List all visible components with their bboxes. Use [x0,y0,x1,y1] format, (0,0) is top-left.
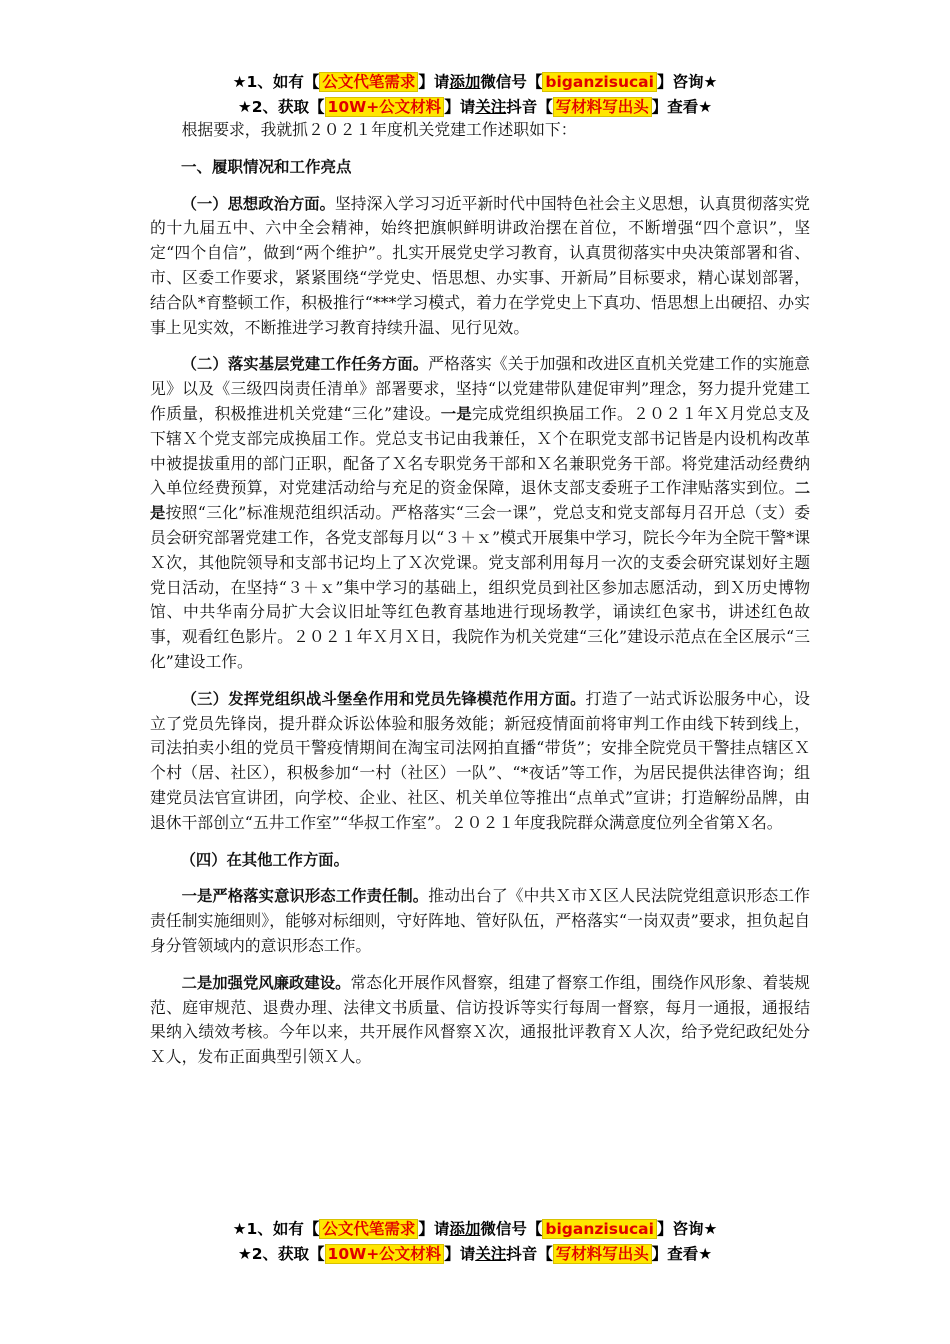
ad-text: 】咨询★ [656,73,718,91]
ad-douyin-id: 写材料写出头 [553,1244,652,1264]
ad-banner-bottom-line1 [0,1217,950,1241]
ad-text: ★1、如有【 [232,1220,320,1238]
ad-text: 抖音【 [506,1245,553,1263]
ad-text: 】查看★ [651,98,713,116]
paragraph-heading: 二是加强党风廉政建设。 [181,973,351,992]
paragraph-text: 严格落实《关于加强和改进区直机关党建工作的实施意见》以及《三级四岗责任清单》部署要求，坚持“以党建带队建促审判”理念，努力提升党建工作质量，积极推进机关党建“三化”建设。 [150,354,810,423]
ad-text: ★2、获取【 [237,98,325,116]
ad-text: 】请 [444,98,476,116]
paragraph-heading: （二）落实基层党建工作任务方面。 [181,355,429,374]
ad-highlight: 公文代笔需求 [319,1219,418,1239]
ad-underline: 关注 [475,98,507,116]
paragraph-text: 坚持深入学习习近平新时代中国特色社会主义思想，认真贯彻落实党的十九届五中、六中全会精神，始终把旗帜鲜明讲政治摆在首位，不断增强“四个意识”，坚定“四个自信”，做到“两个维护”。扎实开展党史学习教育，认真贯彻落实中央决策部署和省、市、区委工作要求，紧紧围绕“学党史、悟思想、办实事、开新局”目标要求，精心谋划部署，结合队*育整顿工作，积极推行“***学习模式，着力在学党史上下真功、悟思想上出硬招、办实事上见实效，不断推进学习教育持续升温、见行见效。 [150,193,810,337]
ad-text: 微信号【 [480,73,543,91]
ad-highlight: 10W+公文材料 [325,97,445,117]
paragraph-other-title: （四）在其他工作方面。 [180,850,349,869]
paragraph-text: 打造了一站式诉讼服务中心，设立了党员先锋岗，提升群众诉讼体验和服务效能；新冠疫情面前将审判工作由线下转到线上，司法拍卖小组的党员干警疫情期间在淘宝司法网拍直播“带货”；安排全院党员干警挂点辖区Ｘ个村（居、社区），积极参加“一村（社区）一队”、“*夜话”等工作，为居民提供法律咨询；组建党员法官宣讲团，向学校、企业、社区、机关单位等推出“点单式”宣讲；打造解纷品牌，由退休干部创立“五井工作室”“华叔工作室”。２０２１年度我院群众满意度位列全省第Ｘ名。 [150,688,810,832]
ad-text: ★2、获取【 [237,1245,325,1263]
ad-text: 微信号【 [480,1220,543,1238]
sub-heading: 一是 [440,404,472,423]
ad-text: 】请 [418,73,450,91]
ad-text: 】请 [444,1245,476,1263]
paragraph-text: 常态化开展作风督察，组建了督察工作组，围绕作风形象、着装规范、庭审规范、退费办理、法律文书质量、信访投诉等实行每周一督察，每月一通报，通报结果纳入绩效考核。今年以来，共开展作风督察Ｘ次，通报批评教育Ｘ人次，给予党纪政纪处分Ｘ人，发布正面典型引领Ｘ人。 [150,972,810,1067]
ad-banner-bottom-line2 [0,1242,950,1266]
ad-underline: 添加 [449,73,481,91]
ad-text: 】请 [418,1220,450,1238]
ad-text: 】咨询★ [656,1220,718,1238]
section-title: 一、履职情况和工作亮点 [181,157,352,176]
paragraph-text: 完成党组织换届工作。２０２１年Ｘ月党总支及下辖Ｘ个党支部完成换届工作。党总支书记由我兼任，Ｘ个在职党支部书记皆是内设机构改革中被提拔重用的部门正职，配备了Ｘ名专职党务干部和Ｘ名兼职党务干部。将党建活动经费纳入单位经费预算，对党建活动给与充足的资金保障，退休支部支委班子工作津贴落实到位。 [150,403,810,498]
ad-wechat-id: biganzisucai [542,72,657,92]
ad-highlight: 公文代笔需求 [319,72,418,92]
ad-text: ★1、如有【 [232,73,320,91]
sub-heading: 二是 [150,479,810,523]
ad-text: 】查看★ [651,1245,713,1263]
ad-underline: 添加 [449,1220,481,1238]
paragraph-integrity [150,971,810,1070]
paragraph-vanguard [150,687,810,836]
document-body [150,118,810,1070]
paragraph-heading: （三）发挥党组织战斗堡垒作用和党员先锋模范作用方面。 [181,689,586,708]
ad-text: 抖音【 [506,98,553,116]
ad-banner-top-line1 [0,70,950,94]
paragraph-heading: 一是严格落实意识形态工作责任制。 [181,887,429,906]
ad-underline: 关注 [475,1245,507,1263]
ad-wechat-id: biganzisucai [542,1219,657,1239]
paragraph-text: 按照“三化”标准规范组织活动。严格落实“三会一课”，党总支和党支部每月召开总（支）委员会研究部署党建工作，各党支部每月以“３＋ｘ”模式开展集中学习，院长今年为全院干警*课Ｘ次，其他院领导和支部书记均上了Ｘ次党课。党支部利用每月一次的支委会研究谋划好主题党日活动，在坚持“３＋ｘ”集中学习的基础上，组织党员到社区参加志愿活动，到Ｘ历史博物馆、中共华南分局扩大会议旧址等红色教育基地进行现场教学，诵读红色家书，讲述红色故事，观看红色影片。２０２１年Ｘ月Ｘ日，我院作为机关党建“三化”建设示范点在全区展示“三化”建设工作。 [150,503,810,671]
ad-highlight: 10W+公文材料 [325,1244,445,1264]
ad-banner-top-line2 [0,95,950,119]
paragraph-ideology-responsibility [150,884,810,958]
ad-douyin-id: 写材料写出头 [553,97,652,117]
intro-paragraph: 根据要求，我就抓２０２１年度机关党建工作述职如下： [181,120,577,139]
paragraph-heading: （一）思想政治方面。 [181,194,335,213]
paragraph-ideology [150,192,810,341]
paragraph-text: 推动出台了《中共Ｘ市Ｘ区人民法院党组意识形态工作责任制实施细则》，能够对标细则，守好阵地、管好队伍，严格落实“一岗双责”要求，担负起自身分管领域内的意识形态工作。 [150,886,810,955]
paragraph-party-building [150,352,810,674]
